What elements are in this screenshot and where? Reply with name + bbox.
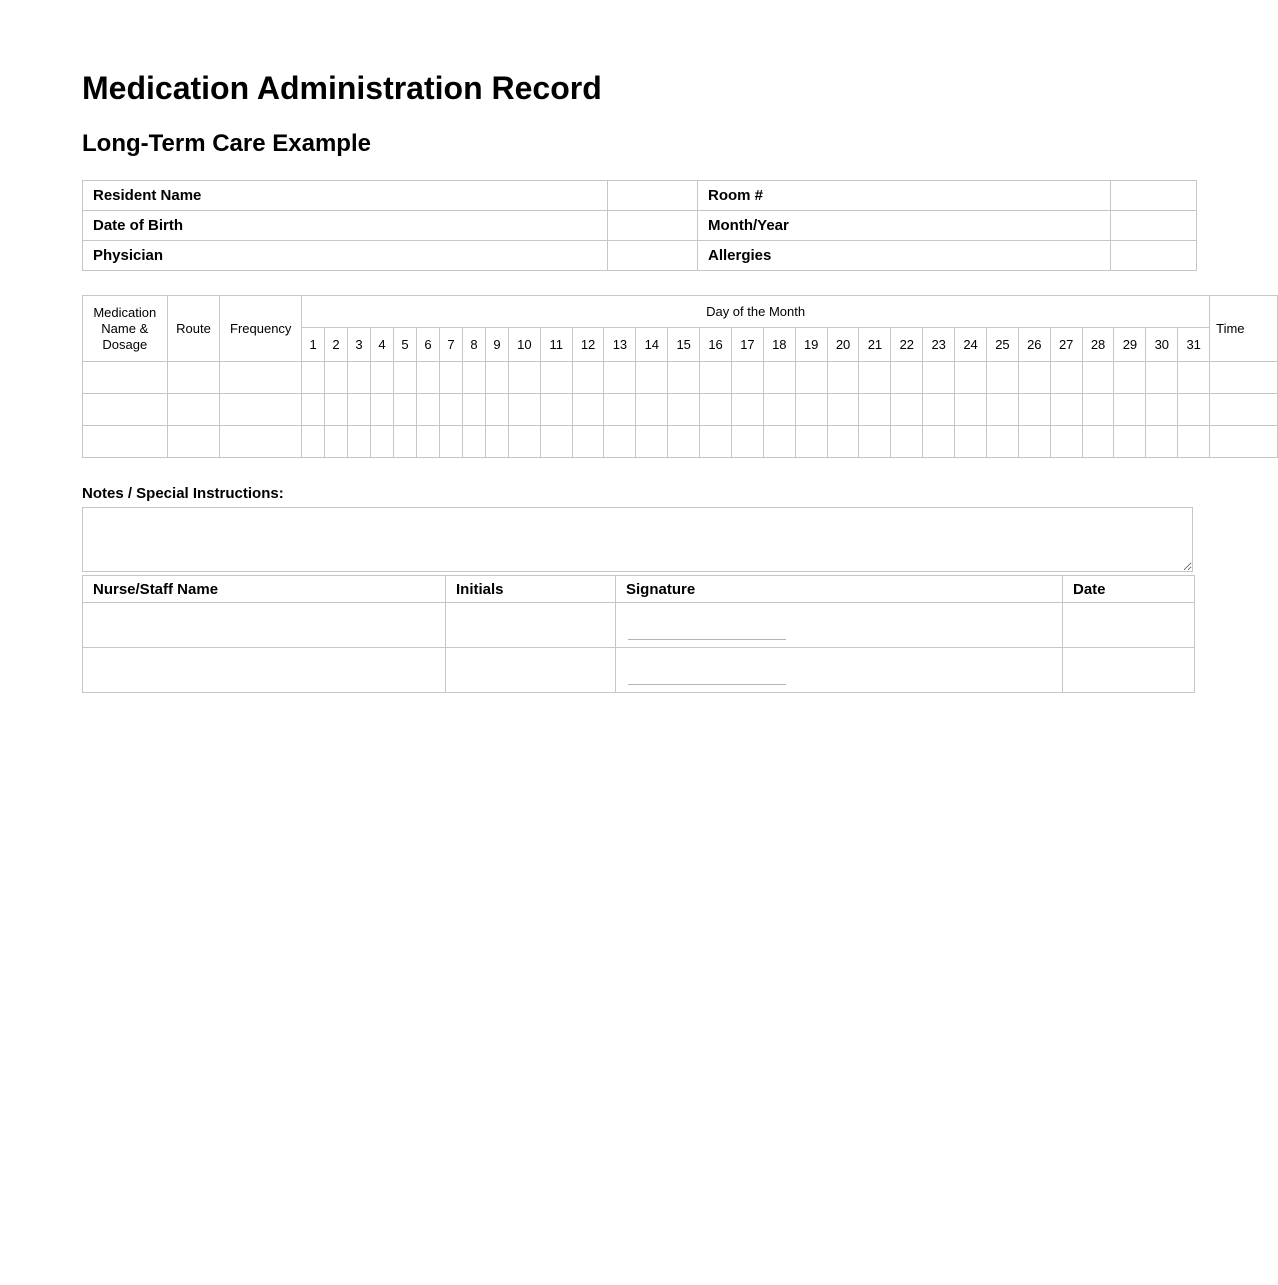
- day-31-cell: [1178, 394, 1210, 426]
- room-number-label: Room #: [698, 181, 1111, 211]
- day-6-cell: [416, 362, 439, 394]
- day-11-cell: [540, 426, 572, 458]
- time-cell: [1210, 394, 1278, 426]
- medication-row: [83, 394, 1278, 426]
- day-27-cell: [1050, 426, 1082, 458]
- day-26-cell: [1018, 426, 1050, 458]
- day-header-14: 14: [636, 328, 668, 362]
- day-24-cell: [955, 394, 987, 426]
- day-header-26: 26: [1018, 328, 1050, 362]
- page-subtitle: Long-Term Care Example: [82, 129, 371, 157]
- day-15-cell: [668, 394, 700, 426]
- day-header-22: 22: [891, 328, 923, 362]
- initials-cell: [446, 648, 616, 693]
- day-30-cell: [1146, 426, 1178, 458]
- resident-info-row: [83, 241, 1197, 271]
- day-15-cell: [668, 362, 700, 394]
- day-7-cell: [439, 394, 462, 426]
- day-21-cell: [859, 394, 891, 426]
- resident-info-row: [83, 211, 1197, 241]
- day-22-cell: [891, 426, 923, 458]
- medication-name-cell: [83, 426, 168, 458]
- day-5-cell: [394, 426, 417, 458]
- resident-name-value-cell: [608, 181, 698, 211]
- day-25-cell: [986, 362, 1018, 394]
- signature-cell: [616, 648, 1063, 693]
- day-header-18: 18: [763, 328, 795, 362]
- day-22-cell: [891, 362, 923, 394]
- day-20-cell: [827, 426, 859, 458]
- day-header-1: 1: [302, 328, 325, 362]
- resident-info-table: [82, 180, 1197, 271]
- day-header-20: 20: [827, 328, 859, 362]
- day-2-cell: [325, 362, 348, 394]
- signature-header: Signature: [616, 576, 1063, 603]
- date-header: Date: [1063, 576, 1195, 603]
- time-cell: [1210, 362, 1278, 394]
- day-28-cell: [1082, 394, 1114, 426]
- day-20-cell: [827, 362, 859, 394]
- day-6-cell: [416, 426, 439, 458]
- day-header-23: 23: [923, 328, 955, 362]
- day-header-4: 4: [371, 328, 394, 362]
- day-header-16: 16: [700, 328, 732, 362]
- day-header-12: 12: [572, 328, 604, 362]
- day-27-cell: [1050, 394, 1082, 426]
- frequency-cell: [220, 394, 302, 426]
- day-2-cell: [325, 394, 348, 426]
- date-cell: [1063, 603, 1195, 648]
- day-14-cell: [636, 426, 668, 458]
- room-number-value-cell: [1111, 181, 1197, 211]
- day-11-cell: [540, 362, 572, 394]
- day-6-cell: [416, 394, 439, 426]
- time-header: Time: [1210, 296, 1278, 362]
- route-cell: [167, 362, 220, 394]
- day-header-19: 19: [795, 328, 827, 362]
- route-header: Route: [167, 296, 220, 362]
- day-17-cell: [731, 394, 763, 426]
- day-header-8: 8: [462, 328, 485, 362]
- notes-textarea[interactable]: [82, 507, 1193, 572]
- day-header-15: 15: [668, 328, 700, 362]
- day-26-cell: [1018, 394, 1050, 426]
- resident-name-label: Resident Name: [83, 181, 608, 211]
- day-3-cell: [348, 394, 371, 426]
- route-cell: [167, 426, 220, 458]
- day-14-cell: [636, 394, 668, 426]
- day-7-cell: [439, 362, 462, 394]
- frequency-header: Frequency: [220, 296, 302, 362]
- day-23-cell: [923, 426, 955, 458]
- day-18-cell: [763, 394, 795, 426]
- day-header-10: 10: [508, 328, 540, 362]
- month-year-value-cell: [1111, 211, 1197, 241]
- day-28-cell: [1082, 426, 1114, 458]
- resident-info-row: [83, 181, 1197, 211]
- staff-signature-table: [82, 575, 1195, 693]
- allergies-value-cell: [1111, 241, 1197, 271]
- day-24-cell: [955, 362, 987, 394]
- day-31-cell: [1178, 426, 1210, 458]
- page-title: Medication Administration Record: [82, 70, 602, 106]
- medication-row: [83, 362, 1278, 394]
- day-29-cell: [1114, 394, 1146, 426]
- day-23-cell: [923, 362, 955, 394]
- day-header-3: 3: [348, 328, 371, 362]
- day-21-cell: [859, 362, 891, 394]
- day-header-13: 13: [604, 328, 636, 362]
- day-9-cell: [485, 426, 508, 458]
- day-16-cell: [700, 394, 732, 426]
- day-27-cell: [1050, 362, 1082, 394]
- medication-name-dosage-header: Medication Name & Dosage: [83, 296, 168, 362]
- day-header-25: 25: [986, 328, 1018, 362]
- day-header-9: 9: [485, 328, 508, 362]
- day-25-cell: [986, 394, 1018, 426]
- day-29-cell: [1114, 426, 1146, 458]
- medication-row: [83, 426, 1278, 458]
- day-1-cell: [302, 426, 325, 458]
- physician-label: Physician: [83, 241, 608, 271]
- day-10-cell: [508, 362, 540, 394]
- staff-table-header-row: [83, 576, 1195, 603]
- day-22-cell: [891, 394, 923, 426]
- day-25-cell: [986, 426, 1018, 458]
- day-header-7: 7: [439, 328, 462, 362]
- day-3-cell: [348, 362, 371, 394]
- staff-table-row: [83, 648, 1195, 693]
- day-20-cell: [827, 394, 859, 426]
- day-header-2: 2: [325, 328, 348, 362]
- day-12-cell: [572, 426, 604, 458]
- route-cell: [167, 394, 220, 426]
- nurse-staff-name-header: Nurse/Staff Name: [83, 576, 446, 603]
- day-10-cell: [508, 426, 540, 458]
- day-8-cell: [462, 394, 485, 426]
- day-23-cell: [923, 394, 955, 426]
- day-header-17: 17: [731, 328, 763, 362]
- day-30-cell: [1146, 362, 1178, 394]
- month-year-label: Month/Year: [698, 211, 1111, 241]
- day-1-cell: [302, 394, 325, 426]
- day-16-cell: [700, 362, 732, 394]
- day-7-cell: [439, 426, 462, 458]
- date-cell: [1063, 648, 1195, 693]
- notes-label: Notes / Special Instructions:: [82, 485, 284, 503]
- time-cell: [1210, 426, 1278, 458]
- medication-grid-table: [82, 295, 1278, 458]
- day-17-cell: [731, 362, 763, 394]
- day-13-cell: [604, 426, 636, 458]
- nurse-name-cell: [83, 648, 446, 693]
- day-header-30: 30: [1146, 328, 1178, 362]
- medication-grid-header-row: [83, 296, 1278, 328]
- signature-cell: [616, 603, 1063, 648]
- day-header-27: 27: [1050, 328, 1082, 362]
- physician-value-cell: [608, 241, 698, 271]
- day-header-28: 28: [1082, 328, 1114, 362]
- date-of-birth-label: Date of Birth: [83, 211, 608, 241]
- day-4-cell: [371, 394, 394, 426]
- day-9-cell: [485, 394, 508, 426]
- day-1-cell: [302, 362, 325, 394]
- day-of-month-group-header: Day of the Month: [302, 296, 1210, 328]
- day-5-cell: [394, 362, 417, 394]
- day-8-cell: [462, 362, 485, 394]
- day-30-cell: [1146, 394, 1178, 426]
- day-31-cell: [1178, 362, 1210, 394]
- day-5-cell: [394, 394, 417, 426]
- date-of-birth-value-cell: [608, 211, 698, 241]
- day-header-6: 6: [416, 328, 439, 362]
- day-19-cell: [795, 426, 827, 458]
- nurse-name-cell: [83, 603, 446, 648]
- day-2-cell: [325, 426, 348, 458]
- day-11-cell: [540, 394, 572, 426]
- day-13-cell: [604, 394, 636, 426]
- day-26-cell: [1018, 362, 1050, 394]
- day-header-31: 31: [1178, 328, 1210, 362]
- day-12-cell: [572, 362, 604, 394]
- signature-line: [628, 639, 786, 640]
- day-header-24: 24: [955, 328, 987, 362]
- day-header-5: 5: [394, 328, 417, 362]
- day-18-cell: [763, 362, 795, 394]
- medication-grid-body: [83, 362, 1278, 458]
- allergies-label: Allergies: [698, 241, 1111, 271]
- day-16-cell: [700, 426, 732, 458]
- day-15-cell: [668, 426, 700, 458]
- day-header-11: 11: [540, 328, 572, 362]
- initials-cell: [446, 603, 616, 648]
- day-4-cell: [371, 426, 394, 458]
- day-8-cell: [462, 426, 485, 458]
- medication-name-cell: [83, 362, 168, 394]
- initials-header: Initials: [446, 576, 616, 603]
- day-19-cell: [795, 362, 827, 394]
- day-12-cell: [572, 394, 604, 426]
- frequency-cell: [220, 362, 302, 394]
- day-24-cell: [955, 426, 987, 458]
- staff-table-row: [83, 603, 1195, 648]
- day-18-cell: [763, 426, 795, 458]
- day-17-cell: [731, 426, 763, 458]
- signature-line: [628, 684, 786, 685]
- day-19-cell: [795, 394, 827, 426]
- day-13-cell: [604, 362, 636, 394]
- day-28-cell: [1082, 362, 1114, 394]
- day-3-cell: [348, 426, 371, 458]
- day-header-29: 29: [1114, 328, 1146, 362]
- day-10-cell: [508, 394, 540, 426]
- day-9-cell: [485, 362, 508, 394]
- day-21-cell: [859, 426, 891, 458]
- day-4-cell: [371, 362, 394, 394]
- frequency-cell: [220, 426, 302, 458]
- day-header-21: 21: [859, 328, 891, 362]
- day-14-cell: [636, 362, 668, 394]
- medication-name-cell: [83, 394, 168, 426]
- day-29-cell: [1114, 362, 1146, 394]
